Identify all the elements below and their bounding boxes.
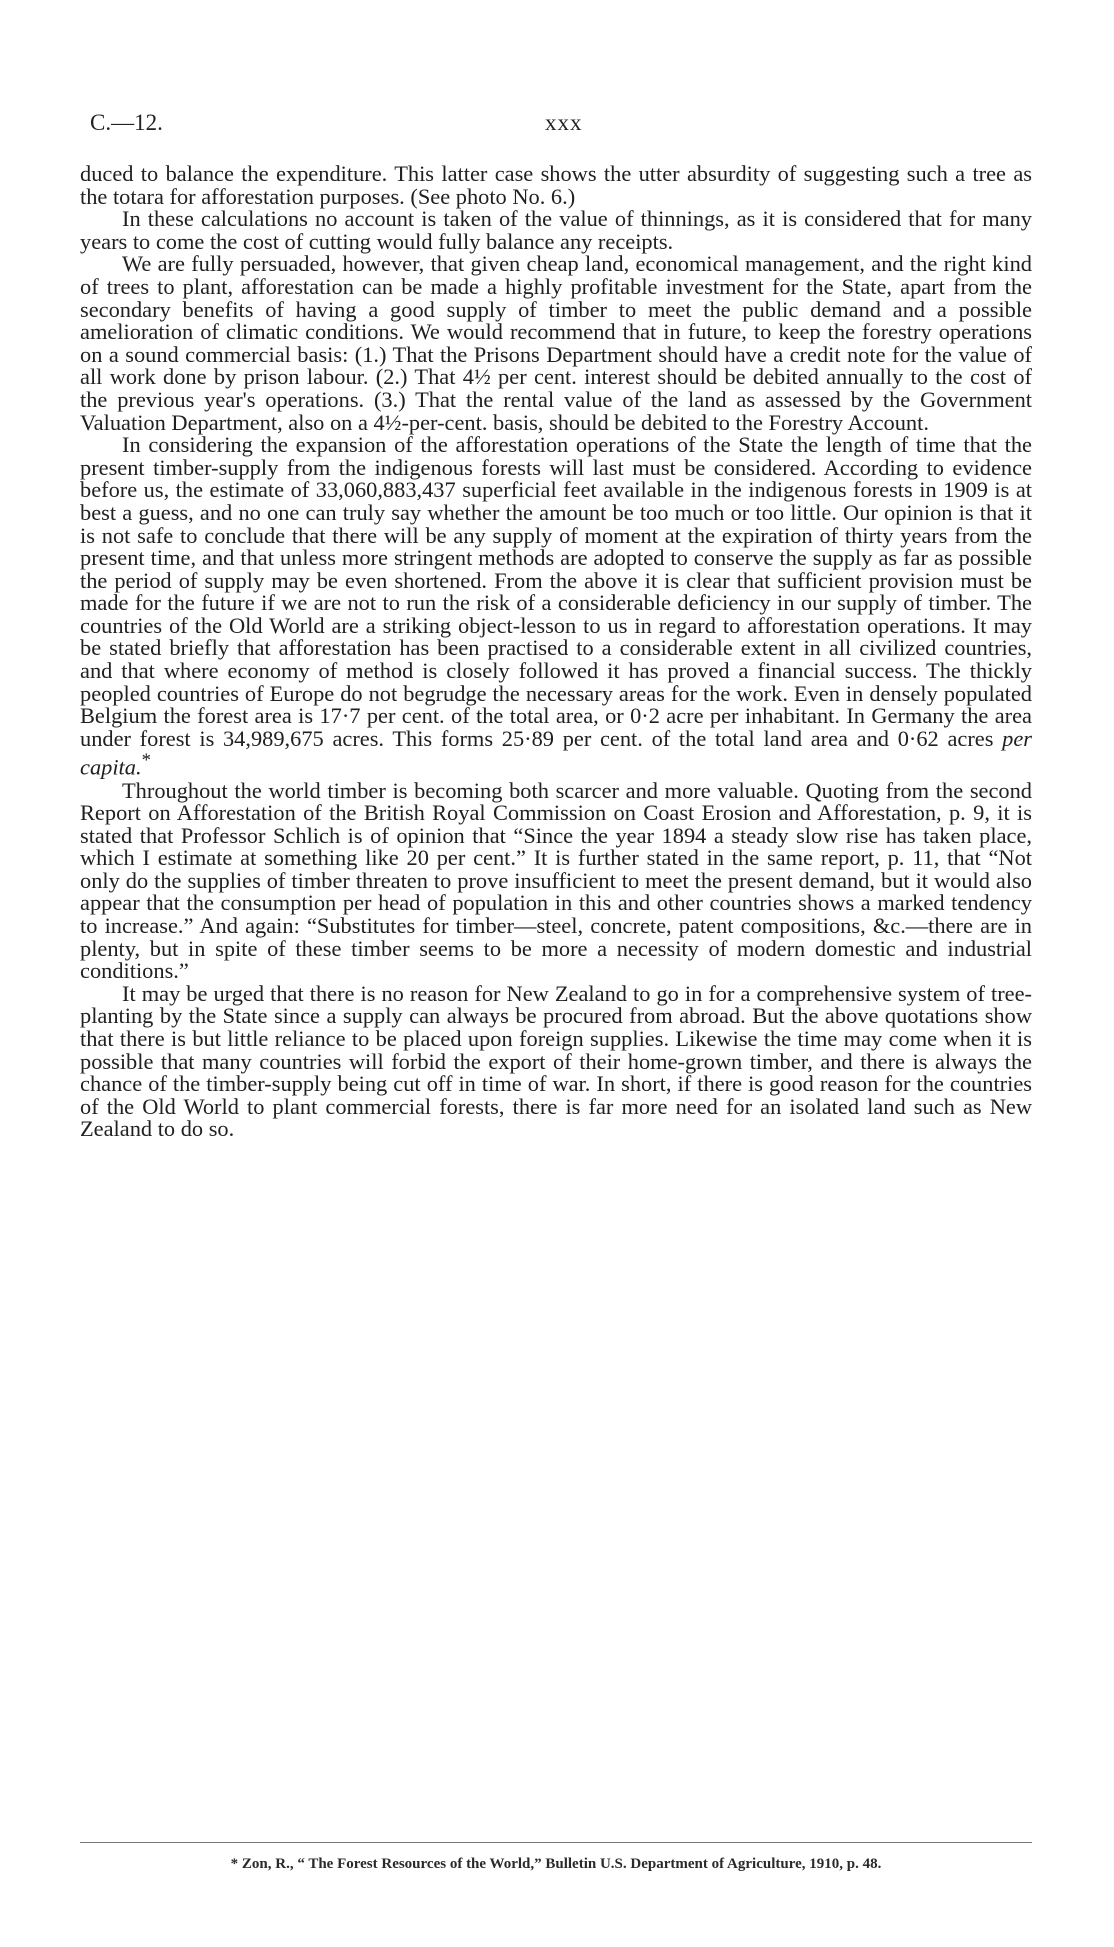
per-capita-italic: per capita. xyxy=(80,725,1032,780)
paragraph-1: duced to balance the expenditure. This latter case shows the utter absurdity of suggesting such a tree as the totara for afforestation purposes. (See photo No. 6.) xyxy=(80,161,1032,209)
footnote-reference: * xyxy=(141,750,151,772)
body-text xyxy=(80,163,1032,1141)
paragraph-6: It may be urged that there is no reason for New Zealand to go in for a comprehensive system of tree-planting by the State since a supply can always be procured from abroad. But the above quotations show that there is but little reliance to be placed upon foreign supplies. Likewise the time may come when it is possible that many countries will forbid the export of their home-grown timber, and there is always the chance of the timber-supply being cut off in time of war. In short, if there is good reason for the countries of the Old World to plant commercial forests, there is far more need for an isolated land such as New Zealand to do so. xyxy=(80,980,1032,1142)
document-code: C.—12. xyxy=(90,110,163,135)
paragraph-5: Throughout the world timber is becoming both scarcer and more valuable. Quoting from the second Report on Afforestation of the British Royal Commission on Coast Erosion and Afforestation, p. 9, it is stated that Professor Schlich is of opinion that “Since the year 1894 a steady slow rise has taken place, which I estimate at something like 20 per cent.” It is further stated in the same report, p. 11, that “Not only do the supplies of timber threaten to prove insufficient to meet the present demand, but it would also appear that the consumption per head of population in this and other countries shows a marked tendency to increase.” And again: “Substitutes for timber—steel, concrete, patent compositions, &c.—there are in plenty, but in spite of these timber seems to be more a necessity of modern domestic and industrial conditions.” xyxy=(80,777,1032,984)
paragraph-3: We are fully persuaded, however, that given cheap land, economical management, and the right kind of trees to plant, afforestation can be made a highly profitable investment for the State, apart from the secondary benefits of having a good supply of timber to meet the public demand and a possible amelioration of climatic conditions. We would recommend that in future, to keep the forestry operations on a sound commercial basis: (1.) That the Prisons Department should have a credit note for the value of all work done by prison labour. (2.) That 4½ per cent. interest should be debited annually to the cost of the previous year's operations. (3.) That the rental value of the land as assessed by the Government Valuation Department, also on a 4½-per-cent. basis, should be debited to the Forestry Account. xyxy=(80,251,1032,435)
paragraph-4 xyxy=(80,434,1032,779)
paragraph-4-text: In considering the expansion of the afforestation operations of the State the length of time that the present timber-supply from the indigenous forests will last must be considered. According to evidence before us, the estimate of 33,060,883,437 superficial feet available in the indigenous forests in 1909 is at best a guess, and no one can truly say whether the amount be too much or too little. Our opinion is that it is not safe to conclude that there will be any supply of moment at the expiration of thirty years from the present time, and that unless more stringent methods are adopted to conserve the supply as far as possible the period of supply may be even shortened. From the above it is clear that sufficient provision must be made for the future if we are not to run the risk of a considerable deficiency in our supply of timber. The countries of the Old World are a striking object-lesson to us in regard to afforestation operations. It may be stated briefly that afforestation has been practised to a considerable extent in all civilized countries, and that where economy of method is closely followed it has proved a financial success. The thickly peopled countries of Europe do not begrudge the necessary areas for the work. Even in densely populated Belgium the forest area is 17·7 per cent. of the total area, or 0·2 acre per inhabitant. In Germany the area under forest is 34,989,675 acres. This forms 25·89 per cent. of the total land area and 0·62 acres xyxy=(80,432,1032,751)
paragraph-2: In these calculations no account is taken of the value of thinnings, as it is considered that for many years to come the cost of cutting would fully balance any receipts. xyxy=(80,206,1032,254)
footnote: * Zon, R., “ The Forest Resources of the World,” Bulletin U.S. Department of Agriculture, 1910, p. 48. xyxy=(230,1856,882,1872)
page-number: xxx xyxy=(545,110,583,135)
footnote-divider xyxy=(80,1842,1032,1843)
page-header xyxy=(90,110,1024,138)
